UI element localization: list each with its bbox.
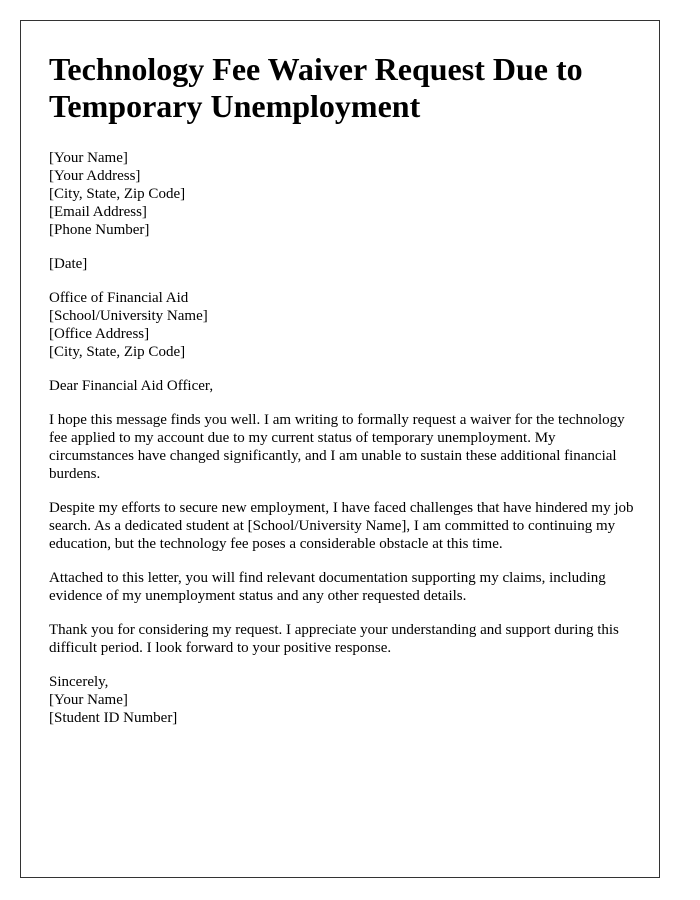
closing-name: [Your Name] bbox=[49, 692, 128, 708]
body-paragraph-3: Attached to this letter, you will find relevant documentation supporting my claims, including evidence of my unemployment status and any other requested details. bbox=[49, 570, 606, 604]
body-paragraph-4: Thank you for considering my request. I appreciate your understanding and support during this difficult period. I look forward to your positive response. bbox=[49, 622, 619, 656]
body-paragraph-2: Despite my efforts to secure new employment, I have faced challenges that have hindered my job search. As a dedicated student at [School/University Name], I am committed to continuing my education, but the technology fee poses a considerable obstacle at this time. bbox=[49, 500, 634, 552]
recipient-address: [Office Address] bbox=[49, 326, 150, 342]
sender-block bbox=[49, 149, 639, 239]
letter-page bbox=[20, 20, 660, 878]
recipient-office: Office of Financial Aid bbox=[49, 290, 189, 306]
salutation-block bbox=[49, 377, 639, 395]
sender-email: [Email Address] bbox=[49, 204, 147, 220]
recipient-school: [School/University Name] bbox=[49, 308, 208, 324]
recipient-city-state-zip: [City, State, Zip Code] bbox=[49, 344, 186, 360]
sender-name: [Your Name] bbox=[49, 150, 128, 166]
date-block bbox=[49, 255, 639, 273]
letter-content bbox=[49, 51, 639, 743]
letter-title: Technology Fee Waiver Request Due to Temporary Unemployment bbox=[49, 51, 583, 124]
closing-block bbox=[49, 673, 639, 727]
sender-city-state-zip: [City, State, Zip Code] bbox=[49, 186, 186, 202]
letter-date: [Date] bbox=[49, 256, 88, 272]
recipient-block bbox=[49, 289, 639, 361]
body-paragraph-1: I hope this message finds you well. I am writing to formally request a waiver for the technology fee applied to my account due to my current status of temporary unemployment. My circumstances have changed significantly, and I am unable to sustain these additional financial burdens. bbox=[49, 412, 625, 482]
sender-address: [Your Address] bbox=[49, 168, 141, 184]
sender-phone: [Phone Number] bbox=[49, 222, 150, 238]
salutation: Dear Financial Aid Officer, bbox=[49, 378, 214, 394]
sign-off: Sincerely, bbox=[49, 674, 109, 690]
closing-student-id: [Student ID Number] bbox=[49, 710, 178, 726]
